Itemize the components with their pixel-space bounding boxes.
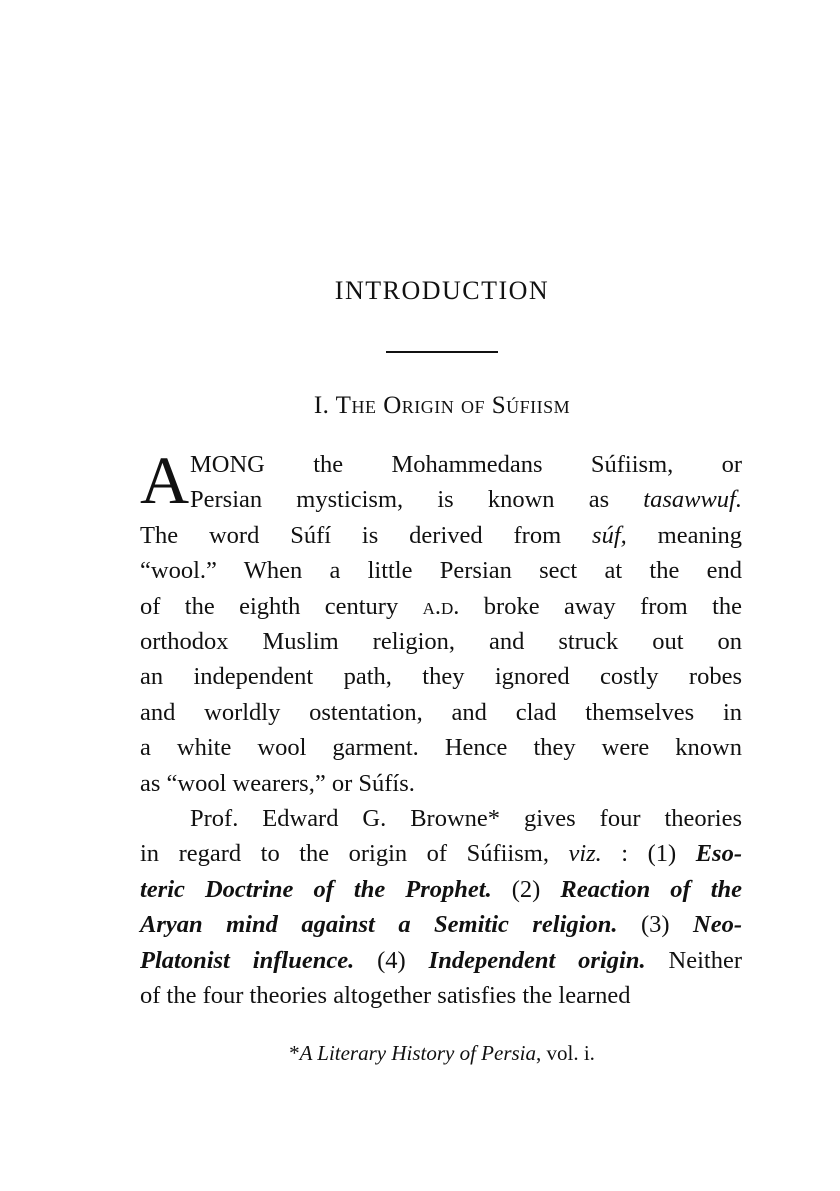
- text-line: [140, 907, 742, 942]
- text-run: tasawwuf.: [643, 486, 742, 514]
- text-run: “wool.” When a little Persian sect at the end: [140, 557, 742, 585]
- text-run: Neither: [645, 946, 742, 974]
- text-line: [140, 659, 742, 694]
- text-run: Eso-: [695, 840, 742, 868]
- text-line: [140, 447, 742, 482]
- text-line: [140, 766, 742, 801]
- text-run: (2): [491, 875, 561, 903]
- text-run: an independent path, they ignored costly robes: [140, 663, 742, 691]
- text-run: teric Doctrine of the Prophet.: [140, 875, 492, 903]
- text-run: a white wool garment. Hence they were known: [140, 734, 742, 762]
- text-line: [140, 730, 742, 765]
- text-line: [140, 553, 742, 588]
- text-run: orthodox Muslim religion, and struck out on: [140, 627, 742, 655]
- section-heading: I. The Origin of Súfiism: [313, 392, 571, 419]
- chapter-title: INTRODUCTION: [334, 276, 550, 305]
- text-run: Aryan mind against a Semitic religion.: [140, 911, 618, 939]
- text-run: Prof. Edward G. Browne* gives four theories: [190, 805, 742, 832]
- text-line: [140, 872, 742, 907]
- text-run: viz.: [568, 840, 602, 868]
- text-run: Platonist influence.: [140, 946, 355, 974]
- text-line: [140, 482, 742, 517]
- text-run: MONG the Mohammedans Súfiism, or: [190, 451, 742, 478]
- text-line: [140, 518, 742, 553]
- text-run: and worldly ostentation, and clad themselves in: [140, 698, 742, 726]
- text-run: meaning: [626, 521, 742, 549]
- text-run: of the four theories altogether satisfies the learned: [140, 981, 631, 1009]
- text-run: (3): [617, 911, 694, 939]
- text-run: A Literary History of Persia: [299, 1041, 537, 1065]
- text-run: a.d.: [422, 592, 460, 620]
- paragraph-1: [140, 442, 743, 801]
- drop-cap: A: [140, 442, 190, 518]
- paragraph-2: [140, 801, 742, 1013]
- text-run: in regard to the origin of Súfiism,: [140, 840, 569, 868]
- text-line: [140, 801, 742, 836]
- footnote: [0, 1041, 840, 1066]
- text-run: as “wool wearers,” or Súfís.: [140, 769, 415, 797]
- text-run: Neo-: [693, 911, 742, 939]
- text-run: , vol. i.: [536, 1041, 595, 1065]
- text-run: súf,: [592, 521, 627, 549]
- text-run: broke away from the: [459, 592, 743, 620]
- text-line: [140, 943, 742, 978]
- text-line: [140, 836, 742, 871]
- text-run: Independent origin.: [428, 946, 646, 974]
- text-run: (4): [354, 946, 429, 974]
- text-run: Persian mysticism, is known as: [190, 486, 644, 514]
- text-run: of the eighth century: [140, 592, 423, 620]
- text-line: [140, 624, 742, 659]
- text-line: [140, 695, 742, 730]
- title-divider-rule: [386, 351, 498, 353]
- text-line: [140, 589, 742, 624]
- text-run: : (1): [601, 840, 696, 868]
- text-line: [140, 978, 742, 1013]
- text-run: Reaction of the: [560, 875, 743, 903]
- text-run: The word Súfí is derived from: [140, 521, 593, 549]
- text-run: *: [289, 1041, 300, 1065]
